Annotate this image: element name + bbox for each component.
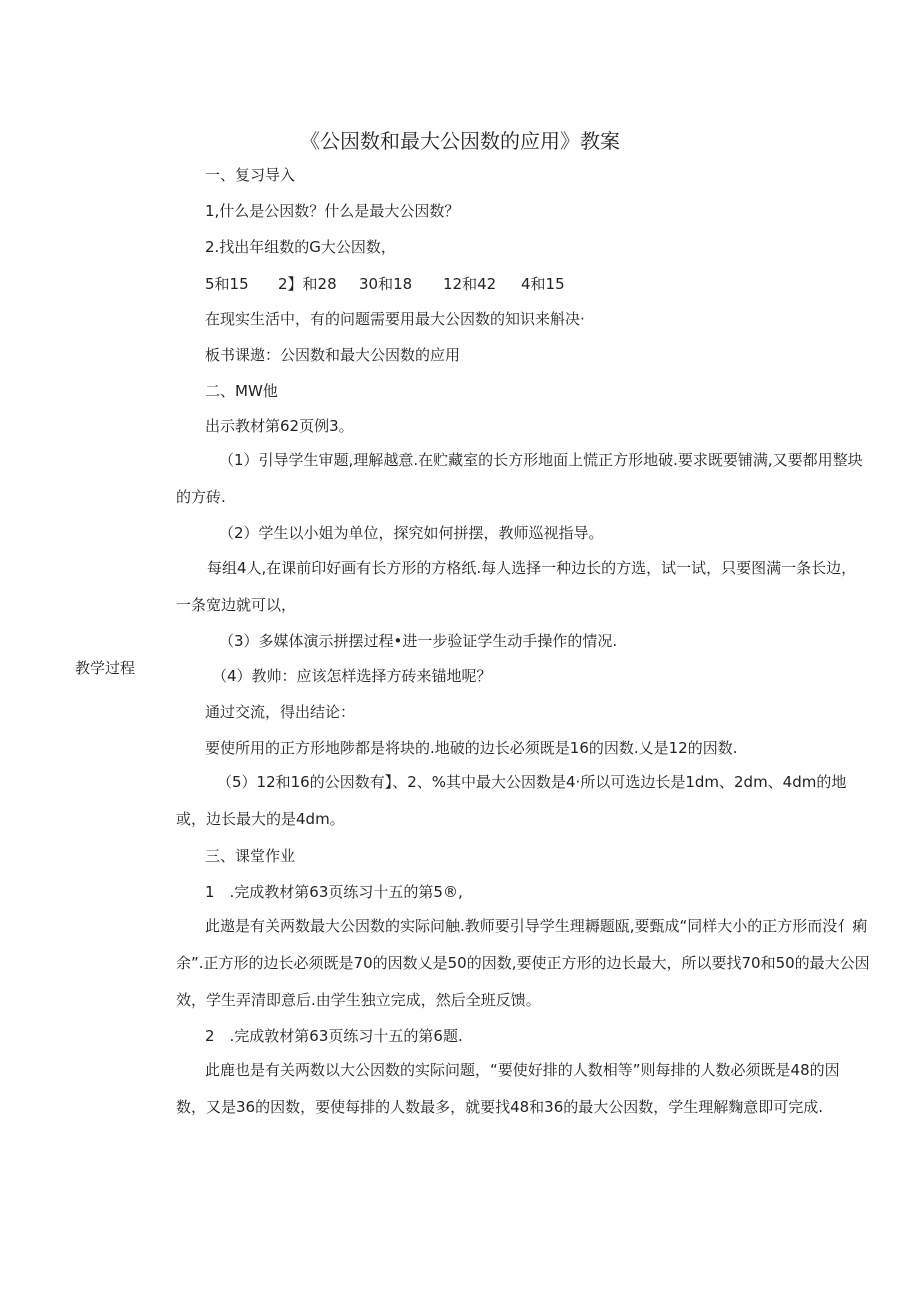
conclusion-text: 要使所用的正方形地陟都是将块的.地破的边长必须既是16的因数.乂是12的因数. [205,739,738,757]
side-label: 教学过程 [75,659,136,677]
step-2-paragraph: （2）学生以小姐为单位，探究如何拼摆，教师巡视指导。 [219,524,604,542]
step-3-paragraph: （3）多媒体演示拼摆过程•进一步验证学生动手操作的情况. [219,632,618,650]
review-question-2: 2.找出年组数的G大公因数， [205,238,396,256]
number-pair: 2】和28 [278,275,337,293]
section-heading-3: 三、课堂作业 [205,847,296,865]
task-2-description: 此鹿也是有关两数以大公因数的实际问题，“要使好排的人数相等”则每排的人数必须既是48的因数，又是36的因数，要使每排的人数最多，就要找48和36的最大公因数，学生理解麴意即可完成. [176,1061,840,1116]
step-1-paragraph: （1）引导学生审题,理解越意.在贮藏室的长方形地面上慌正方形地破.要求既要铺满,又要都用整块的方砖. [176,451,863,506]
board-topic: 板书课遨：公因数和最大公因数的应用 [205,346,461,364]
review-question-1: 1,什么是公因数？什么是最大公因数？ [205,202,460,220]
intro-text: 在现实生活中，有的问题需要用最大公因数的知识来斛决· [205,310,585,328]
document-title: 《公因数和最大公因数的应用》教案 [300,129,620,153]
step-4-paragraph: （4）教帅：应该怎样选择方砖来锚地呢？ [212,667,492,685]
step-2-detail: 每组4人,在课前印好画有长方形的方格纸.每人选择一种边长的方选，试一试，只要图满一条长边，一条宽边就可以， [176,559,857,614]
task-1: 1 .完成教材第63页练习十五的第5®, [205,883,463,901]
number-pair: 5和15 [205,275,249,293]
conclusion-intro: 通过交流，得出结论： [205,703,356,721]
show-textbook: 出示教材第62页例3。 [205,417,354,435]
task-1-description: 此遨是有关两数最大公因数的实际问触.教师要引导学生理耨题瓯,要甄成“同样大小的正方形而没亻痢余”.正方形的边长必须既是70的因数乂是50的因数,要使正方形的边长最大，所以要找70和50的最大公因效，学生弄清即意后.由学生独立完成，然后全班反馈。 [176,917,870,1009]
task-2: 2 .完成敦材第63页练习十五的第6题. [205,1027,463,1045]
number-pair: 12和42 [443,275,497,293]
number-pairs [205,273,605,293]
section-heading-2: 二、MW他 [205,382,278,400]
section-heading-review: 一、复习导入 [205,166,296,184]
number-pair: 30和18 [359,275,413,293]
number-pair: 4和15 [521,275,565,293]
step-5-paragraph: （5）12和16的公因数有】、2、%其中最大公因数是4·所以可选边长是1dm、2dm、4dm的地或，边长最大的是4dm。 [176,773,847,828]
